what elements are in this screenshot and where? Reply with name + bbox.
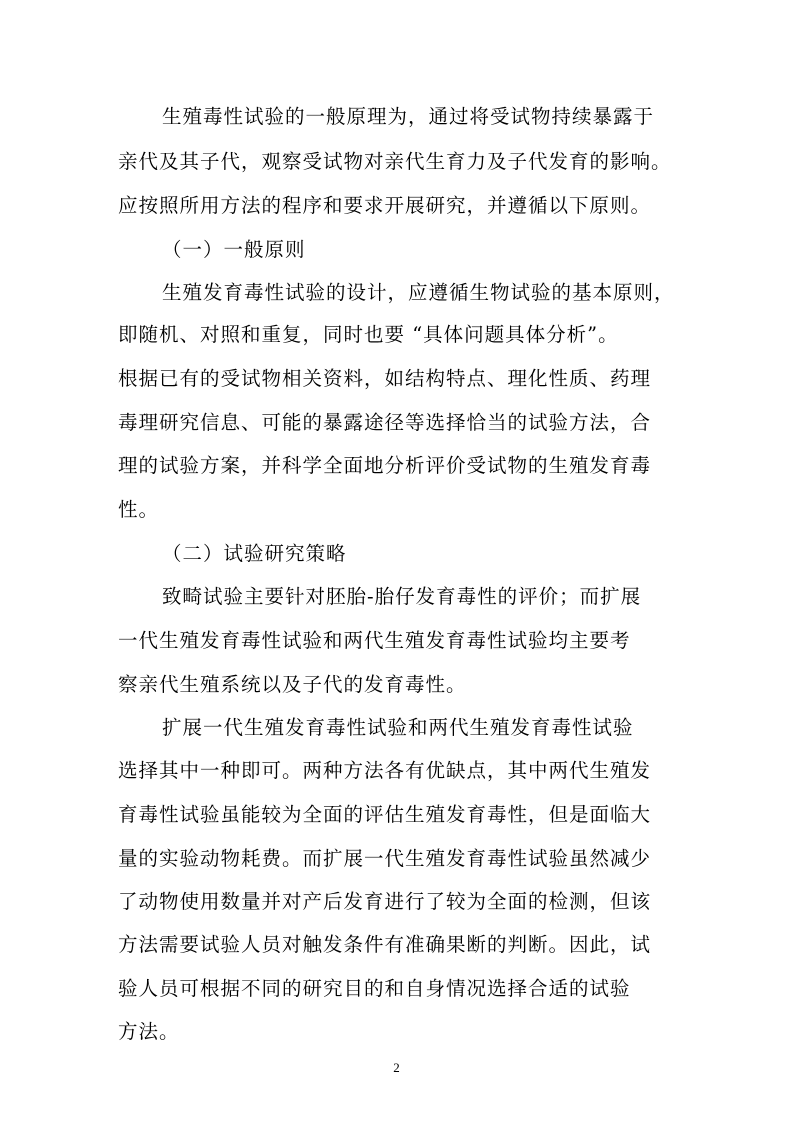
paragraph-line: 育毒性试验虽能较为全面的评估生殖发育毒性，但是面临大 — [118, 803, 652, 826]
paragraph-line: 亲代及其子代，观察受试物对亲代生育力及子代发育的影响。 — [118, 150, 672, 173]
paragraph-line: 扩展一代生殖发育毒性试验和两代生殖发育毒性试验 — [162, 716, 634, 739]
paragraph-line: 性。 — [118, 498, 160, 521]
paragraph-line: 毒理研究信息、可能的暴露途径等选择恰当的试验方法，合 — [118, 411, 652, 434]
paragraph-line: 理的试验方案，并科学全面地分析评价受试物的生殖发育毒 — [118, 454, 652, 477]
paragraph-line: 方法。 — [118, 1020, 180, 1043]
paragraph-line: 生殖毒性试验的一般原理为，通过将受试物持续暴露于 — [162, 105, 655, 128]
paragraph-line: 应按照所用方法的程序和要求开展研究，并遵循以下原则。 — [118, 194, 652, 217]
paragraph-line: 致畸试验主要针对胚胎-胎仔发育毒性的评价；而扩展 — [162, 585, 642, 608]
page-number: 2 — [393, 1060, 400, 1075]
paragraph-line: 验人员可根据不同的研究目的和自身情况选择合适的试验 — [118, 977, 631, 1000]
paragraph-line: 了动物使用数量并对产后发育进行了较为全面的检测，但该 — [118, 890, 652, 913]
paragraph-line: 方法需要试验人员对触发条件有准确果断的判断。因此，试 — [118, 933, 652, 956]
paragraph-line: 察亲代生殖系统以及子代的发育毒性。 — [118, 673, 467, 696]
paragraph-line: 根据已有的受试物相关资料，如结构特点、理化性质、药理 — [118, 367, 652, 390]
paragraph-line: 量的实验动物耗费。而扩展一代生殖发育毒性试验虽然减少 — [118, 847, 652, 870]
section-heading: （二）试验研究策略 — [162, 542, 347, 565]
section-heading: （一）一般原则 — [162, 238, 306, 261]
paragraph-line: 选择其中一种即可。两种方法各有优缺点，其中两代生殖发 — [118, 759, 652, 782]
paragraph-line: 生殖发育毒性试验的设计，应遵循生物试验的基本原则， — [162, 281, 675, 304]
paragraph-line: 一代生殖发育毒性试验和两代生殖发育毒性试验均主要考 — [118, 629, 631, 652]
paragraph-line: 即随机、对照和重复，同时也要 “具体问题具体分析”。 — [118, 323, 619, 346]
